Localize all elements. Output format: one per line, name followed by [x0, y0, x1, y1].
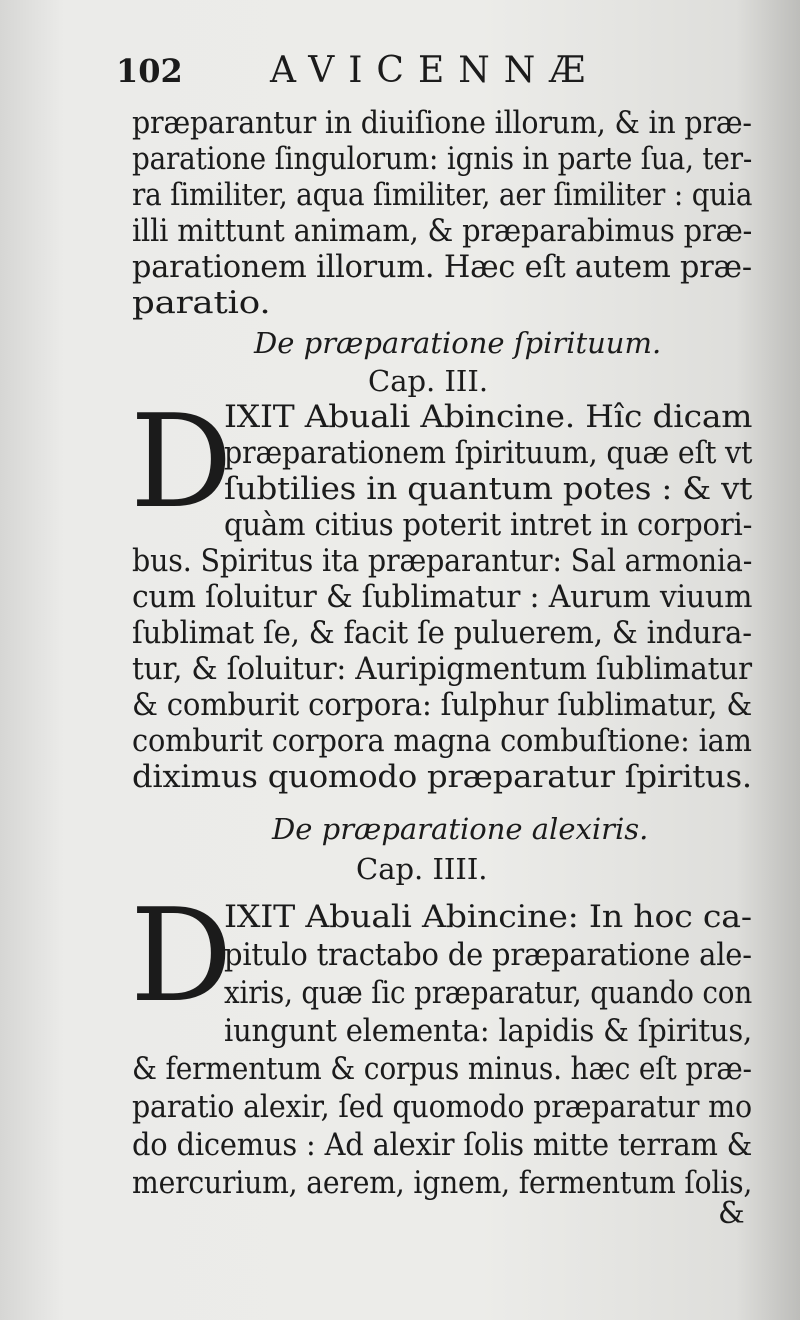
running-title: AVICENNÆ — [270, 50, 600, 91]
text-line: præparantur in diuiſione illorum, & in præ- — [132, 105, 752, 141]
text-line: parationem illorum. Hæc eſt autem præ- — [132, 249, 752, 285]
text-line: paratio. — [132, 285, 271, 321]
text-line: illi mittunt animam, & præparabimus præ- — [132, 213, 753, 249]
text-line: bus. Spiritus ita præparantur: Sal armonia- — [132, 543, 753, 579]
text-line: cum ſoluitur & ſublimatur : Aurum viuum — [132, 579, 753, 615]
text-line: diximus quomodo præparatur ſpiritus. — [132, 759, 752, 795]
page-number: 102 — [116, 52, 183, 90]
catchword: & — [718, 1196, 745, 1231]
text-line: & fermentum & corpus minus. hæc eſt præ- — [132, 1051, 752, 1087]
section-heading: De præparatione ſpirituum. — [254, 326, 662, 360]
text-line: ſubtilies in quantum potes : & vt — [224, 471, 753, 507]
text-line: & comburit corpora: ſulphur ſublimatur, & — [132, 687, 753, 723]
drop-capital: D — [130, 388, 233, 537]
chapter-label: Cap. III. — [368, 364, 489, 398]
text-line: paratione ſingulorum: ignis in parte ſua, ter- — [132, 141, 753, 177]
chapter-label: Cap. IIII. — [356, 852, 488, 886]
section-heading: De præparatione alexiris. — [272, 812, 649, 846]
text-line: do dicemus : Ad alexir ſolis mitte terram & — [132, 1127, 753, 1163]
text-line: paratio alexir, ſed quomodo præparatur mo — [132, 1089, 752, 1125]
text-line: quàm citius poterit intret in corpori- — [224, 507, 753, 543]
text-line: tur, & ſoluitur: Auripigmentum ſublimatur — [132, 651, 752, 687]
text-line: IXIT Abuali Abincine. Hîc dicam — [224, 399, 753, 435]
text-line: ſublimat ſe, & facit ſe puluerem, & indura- — [132, 615, 752, 651]
text-line: iungunt elementa: lapidis & ſpiritus, — [224, 1013, 753, 1049]
text-line: præparationem ſpirituum, quæ eſt vt — [224, 435, 753, 471]
text-line: IXIT Abuali Abincine: In hoc ca- — [224, 899, 752, 935]
text-line: mercurium, aerem, ignem, fermentum ſolis, — [132, 1165, 753, 1201]
text-line: xiris, quæ ſic præparatur, quando con — [224, 975, 753, 1011]
text-line: ra ſimiliter, aqua ſimiliter, aer ſimiliter : quia — [132, 177, 753, 213]
text-line: pitulo tractabo de præparatione ale- — [224, 937, 752, 973]
drop-capital: D — [130, 882, 233, 1031]
text-line: comburit corpora magna combuſtione: iam — [132, 723, 752, 759]
